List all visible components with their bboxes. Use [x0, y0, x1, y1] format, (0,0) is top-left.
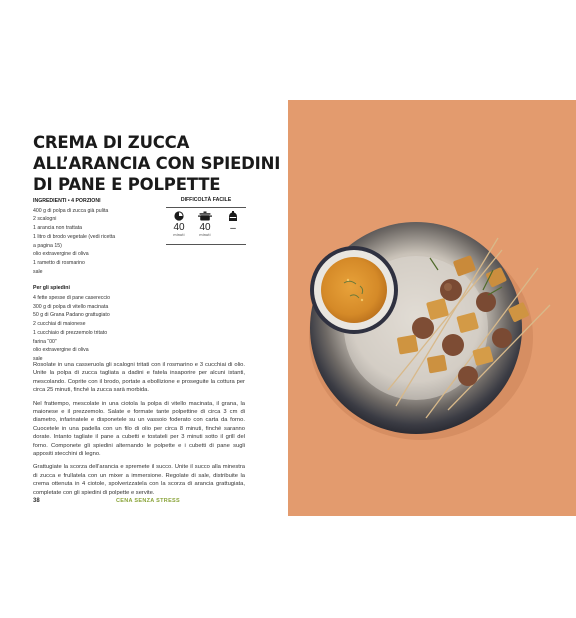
ingredient-item: olio extravergine di oliva — [33, 347, 89, 354]
rest-time-value: – — [230, 223, 236, 234]
ingredient-item: 1 rametto di rosmarino — [33, 259, 85, 266]
skewers-heading: Per gli spiedini — [33, 285, 70, 292]
page-number: 38 — [33, 498, 40, 504]
clock-icon — [174, 211, 184, 221]
prep-time-unit: minuti — [173, 233, 185, 237]
ingredient-item: farina “00” — [33, 338, 57, 345]
difficulty-label: DIFFICOLTÀ FACILE — [180, 197, 232, 203]
cook-time-unit: minuti — [199, 233, 211, 237]
ingredient-item: 2 cucchiai di maionese — [33, 321, 86, 328]
method-paragraph: Grattugiate la scorza dell’arancia e spremete il succo. Unite il succo alla minestra di zucca e frullatela con un mixer a immersione. Regolate di sale, distribuite la crema ottenuta in 4 ciotole, spolverizzatela con la scorza di arancia grattugiata, completate con gli spiedini di polpette e servite. — [33, 464, 245, 496]
kitchen-timer-icon — [228, 211, 238, 222]
ingredient-item: 50 g di Grana Padano grattugiato — [33, 312, 110, 319]
photo-panel — [288, 100, 576, 516]
ingredients-list — [33, 197, 157, 364]
ingredients-heading: INGREDIENTI • 4 PORZIONI — [33, 198, 101, 204]
method-text — [33, 361, 245, 502]
title-line: CREMA DI ZUCCA — [33, 133, 190, 152]
ingredient-item: olio extravergine di oliva — [33, 251, 89, 258]
ingredient-item: sale — [33, 268, 43, 275]
cook-time-value: 40 — [199, 222, 211, 233]
prep-time-value: 40 — [173, 222, 185, 233]
cook-time — [194, 211, 216, 237]
ingredient-item: 300 g di polpa di vitello macinata — [33, 303, 109, 310]
method-paragraph: Rosolate in una casseruola gli scalogni tritati con il rosmarino e 3 cucchiai di olio. Unite la polpa di zucca tagliata a dadini e fatela insaporire per alcuni istanti, mescolando. Coprite con il brodo, portate a ebollizione e proseguite la cottura per circa 25 minuti, finché la zucca sarà morbida. — [33, 362, 245, 394]
title-line: DI PANE E POLPETTE — [33, 175, 221, 194]
ingredient-item: 1 arancia non trattata — [33, 225, 83, 232]
ingredient-item: 4 fette spesse di pane casereccio — [33, 295, 110, 302]
title-line: ALL’ARANCIA CON SPIEDINI — [33, 154, 281, 173]
ingredient-item: 2 scalogni — [33, 216, 57, 223]
method-paragraph: Nel frattempo, mescolate in una ciotola la polpa di vitello macinata, il grana, la maionese e il prezzemolo. Salate e formate tante polpettine di circa 3 cm di diametro, infarinatele e disponetele su un vassoio foderato con carta da forno. Cuocetele in una padella con un filo di olio per circa 8 minuti, finché saranno dorate. Intanto tagliate il pane a cubetti e tostateli per 3 minuti sotto il grill del forno. Componete gli spiedini alternando le polpette e i cubetti di pane sugli appositi stecchini di legno. — [33, 400, 245, 458]
difficulty-panel — [166, 197, 246, 245]
ingredient-item: sale — [33, 355, 43, 362]
running-title: CENA SENZA STRESS — [116, 498, 180, 504]
ingredient-item: a pagina 15) — [33, 242, 62, 249]
pot-icon — [198, 211, 212, 221]
ingredient-item: 1 litro di brodo vegetale (vedi ricetta — [33, 233, 116, 240]
rest-time — [222, 211, 244, 234]
ingredient-item: 1 cucchiaio di prezzemolo tritato — [33, 329, 108, 336]
prep-time — [168, 211, 190, 237]
ingredient-item: 400 g di polpa di zucca già pulita — [33, 207, 109, 214]
difficulty-box — [166, 207, 246, 245]
dish-photo — [288, 100, 576, 516]
recipe-title — [33, 132, 283, 195]
